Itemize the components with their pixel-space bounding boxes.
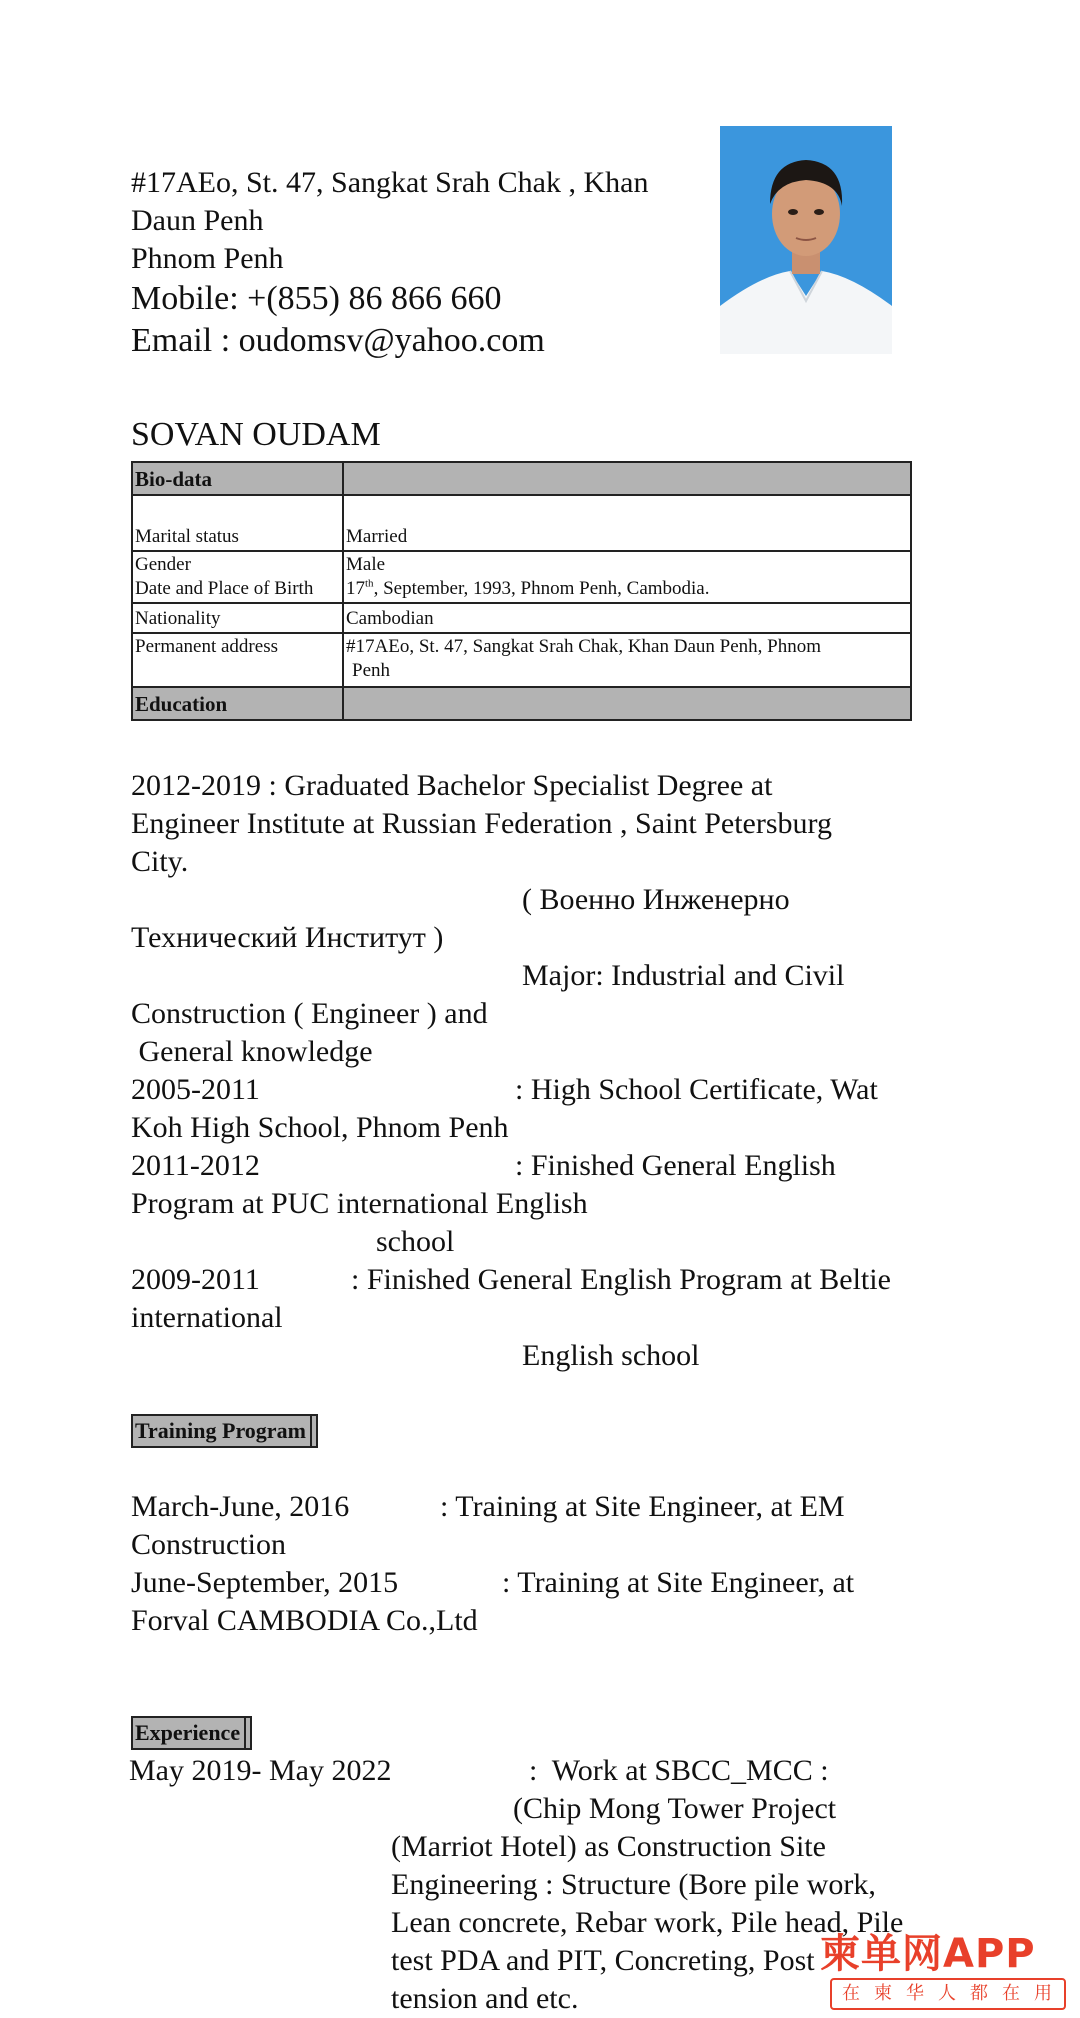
edu-line: Major: Industrial and Civil (522, 959, 845, 992)
experience-line: : Work at SBCC_MCC : (529, 1754, 829, 1787)
address-value (343, 633, 911, 687)
nationality-value: Cambodian (343, 603, 911, 633)
gender-value: Male (346, 554, 386, 575)
dob-day: 17 (346, 578, 365, 599)
experience-line: (Marriot Hotel) as Construction Site (391, 1830, 826, 1863)
watermark-slogan-box (830, 1978, 1066, 2010)
edu-year: 2005-2011 (131, 1073, 260, 1106)
experience-line: Lean concrete, Rebar work, Pile head, Pile (391, 1906, 904, 1939)
dob-rest: , September, 1993, Phnom Penh, Cambodia. (373, 578, 710, 599)
watermark-slogan: 在柬华人都在用 (842, 1983, 1066, 2004)
watermark-logo (820, 1922, 1072, 2012)
training-line: : Training at Site Engineer, at (502, 1566, 855, 1599)
dob-suffix: th (365, 577, 374, 590)
edu-line: Технический Институт ) (131, 921, 444, 954)
training-line: Forval CAMBODIA Co.,Ltd (131, 1604, 478, 1637)
experience-line: test PDA and PIT, Concreting, Post (391, 1944, 815, 1977)
training-date: June-September, 2015 (131, 1566, 399, 1599)
profile-photo (720, 126, 892, 354)
address-value-line-1: #17AEo, St. 47, Sangkat Srah Chak, Khan Daun Penh, Phnom (346, 636, 821, 657)
experience-line: tension and etc. (391, 1982, 579, 2015)
training-line: Construction (131, 1528, 286, 1561)
edu-line: : Finished General English Program at Beltie (351, 1263, 891, 1296)
edu-line: 2012-2019 : Graduated Bachelor Specialist Degree at (131, 769, 773, 802)
contact-address-line-2: Daun Penh (131, 204, 264, 237)
gender-label: Gender (135, 554, 191, 575)
address-value-line-2: Penh (352, 660, 390, 681)
training-program-header: Training Program (131, 1414, 318, 1448)
edu-line: : High School Certificate, Wat (515, 1073, 878, 1106)
dob-value (346, 577, 908, 601)
experience-line: (Chip Mong Tower Project (513, 1792, 837, 1825)
education-header: Education (132, 687, 343, 720)
training-line: : Training at Site Engineer, at EM (440, 1490, 845, 1523)
contact-address-line-1: #17AEo, St. 47, Sangkat Srah Chak , Khan (131, 166, 649, 199)
candidate-name: SOVAN OUDAM (131, 416, 381, 453)
contact-mobile: Mobile: +(855) 86 866 660 (131, 280, 502, 317)
bio-header: Bio-data (132, 462, 343, 495)
marital-value: Married (343, 495, 911, 551)
experience-line: Engineering : Structure (Bore pile work, (391, 1868, 876, 1901)
education-header-empty (343, 687, 911, 720)
edu-year: 2009-2011 (131, 1263, 260, 1296)
edu-line: : Finished General English (515, 1149, 836, 1182)
contact-address-line-3: Phnom Penh (131, 242, 284, 275)
edu-year: 2011-2012 (131, 1149, 260, 1182)
nationality-label: Nationality (132, 603, 343, 633)
edu-line: Koh High School, Phnom Penh (131, 1111, 509, 1144)
edu-line: Engineer Institute at Russian Federation , Saint Petersburg (131, 807, 832, 840)
watermark-brand: 柬单网APP (820, 1931, 1036, 1977)
contact-email: Email : oudomsv@yahoo.com (131, 322, 545, 359)
edu-line: General knowledge (131, 1035, 373, 1068)
dob-label: Date and Place of Birth (135, 578, 314, 599)
edu-line: City. (131, 845, 189, 878)
edu-line: school (376, 1225, 455, 1258)
experience-date: May 2019- May 2022 (129, 1754, 392, 1787)
edu-line: English school (522, 1339, 700, 1372)
gender-dob-labels (132, 551, 343, 603)
edu-line: Construction ( Engineer ) and (131, 997, 488, 1030)
portrait-image (720, 126, 892, 354)
edu-line: ( Военно Инженерно (522, 883, 790, 916)
bio-header-empty (343, 462, 911, 495)
address-label: Permanent address (132, 633, 343, 687)
edu-line: Program at PUC international English (131, 1187, 588, 1220)
experience-header: Experience (131, 1716, 252, 1750)
bio-data-table (131, 461, 912, 721)
gender-dob-values (343, 551, 911, 603)
marital-label: Marital status (132, 495, 343, 551)
training-date: March-June, 2016 (131, 1490, 350, 1523)
edu-line: international (131, 1301, 283, 1334)
